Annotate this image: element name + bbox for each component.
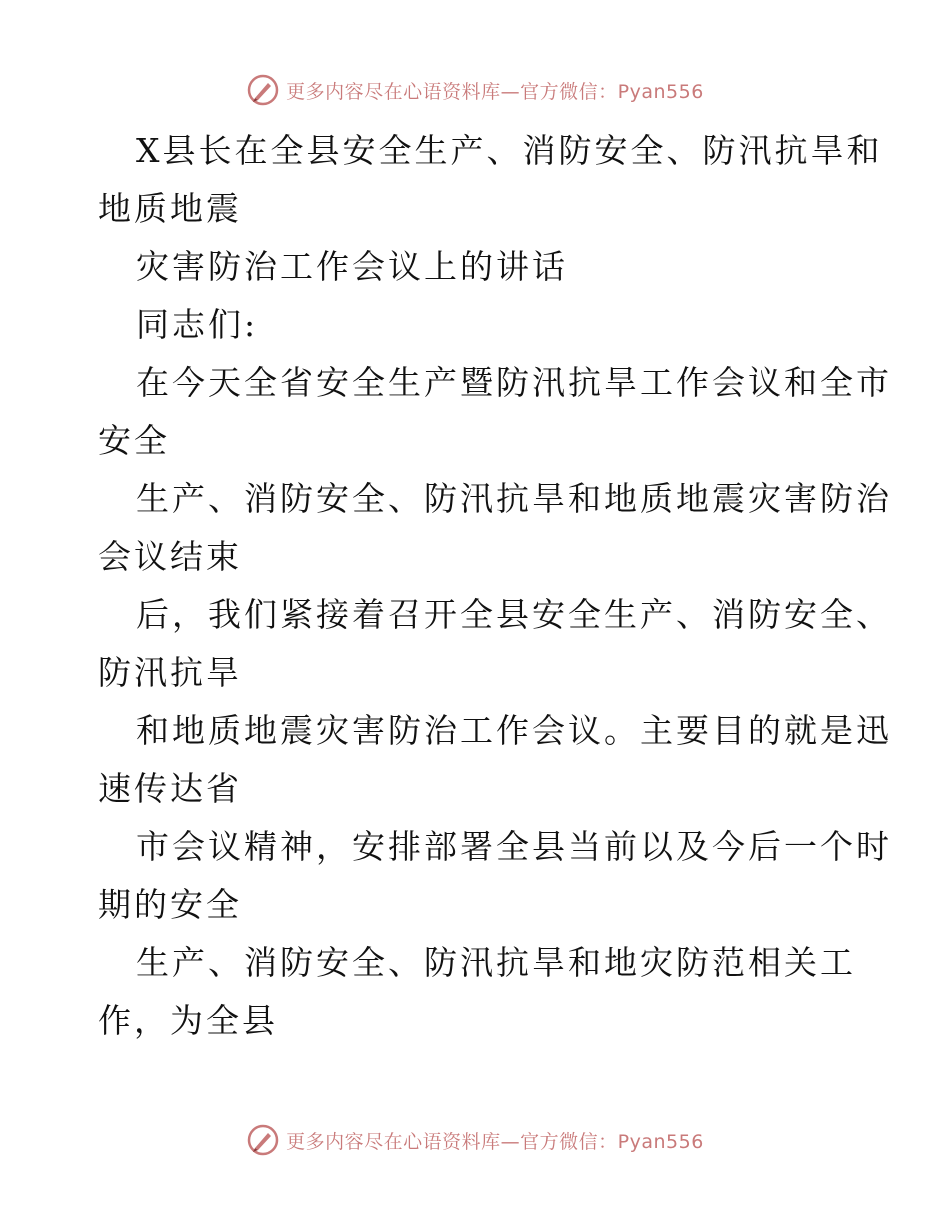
pen-logo-icon (246, 73, 280, 107)
watermark-text: 更多内容尽在心语资料库—官方微信：Pyan556 (286, 80, 704, 103)
header-watermark (0, 70, 950, 110)
text-line: 速传达省 (98, 769, 242, 808)
text-line: 后，我们紧接着召开全县安全生产、消防安全、 (136, 595, 892, 634)
text-line: 同志们: (136, 305, 259, 344)
text-line: 市会议精神，安排部署全县当前以及今后一个时 (136, 827, 892, 866)
text-line: 防汛抗旱 (98, 653, 242, 692)
text-line: 会议结束 (98, 537, 242, 576)
text-line: 在今天全省安全生产暨防汛抗旱工作会议和全市 (136, 363, 892, 402)
text-line: 灾害防治工作会议上的讲话 (136, 247, 568, 286)
text-line: 期的安全 (98, 885, 242, 924)
text-line: 生产、消防安全、防汛抗旱和地灾防范相关工 (136, 943, 856, 982)
watermark-text: 更多内容尽在心语资料库—官方微信：Pyan556 (286, 1130, 704, 1153)
text-line: 安全 (98, 421, 170, 460)
document-body (98, 122, 892, 1050)
text-line: 地质地震 (98, 189, 242, 228)
footer-watermark (0, 1120, 950, 1160)
text-line: 生产、消防安全、防汛抗旱和地质地震灾害防治 (136, 479, 892, 518)
text-line: 作，为全县 (98, 1001, 278, 1040)
text-line: X县长在全县安全生产、消防安全、防汛抗旱和 (136, 131, 883, 170)
pen-logo-icon (246, 1123, 280, 1157)
text-line: 和地质地震灾害防治工作会议。主要目的就是迅 (136, 711, 892, 750)
